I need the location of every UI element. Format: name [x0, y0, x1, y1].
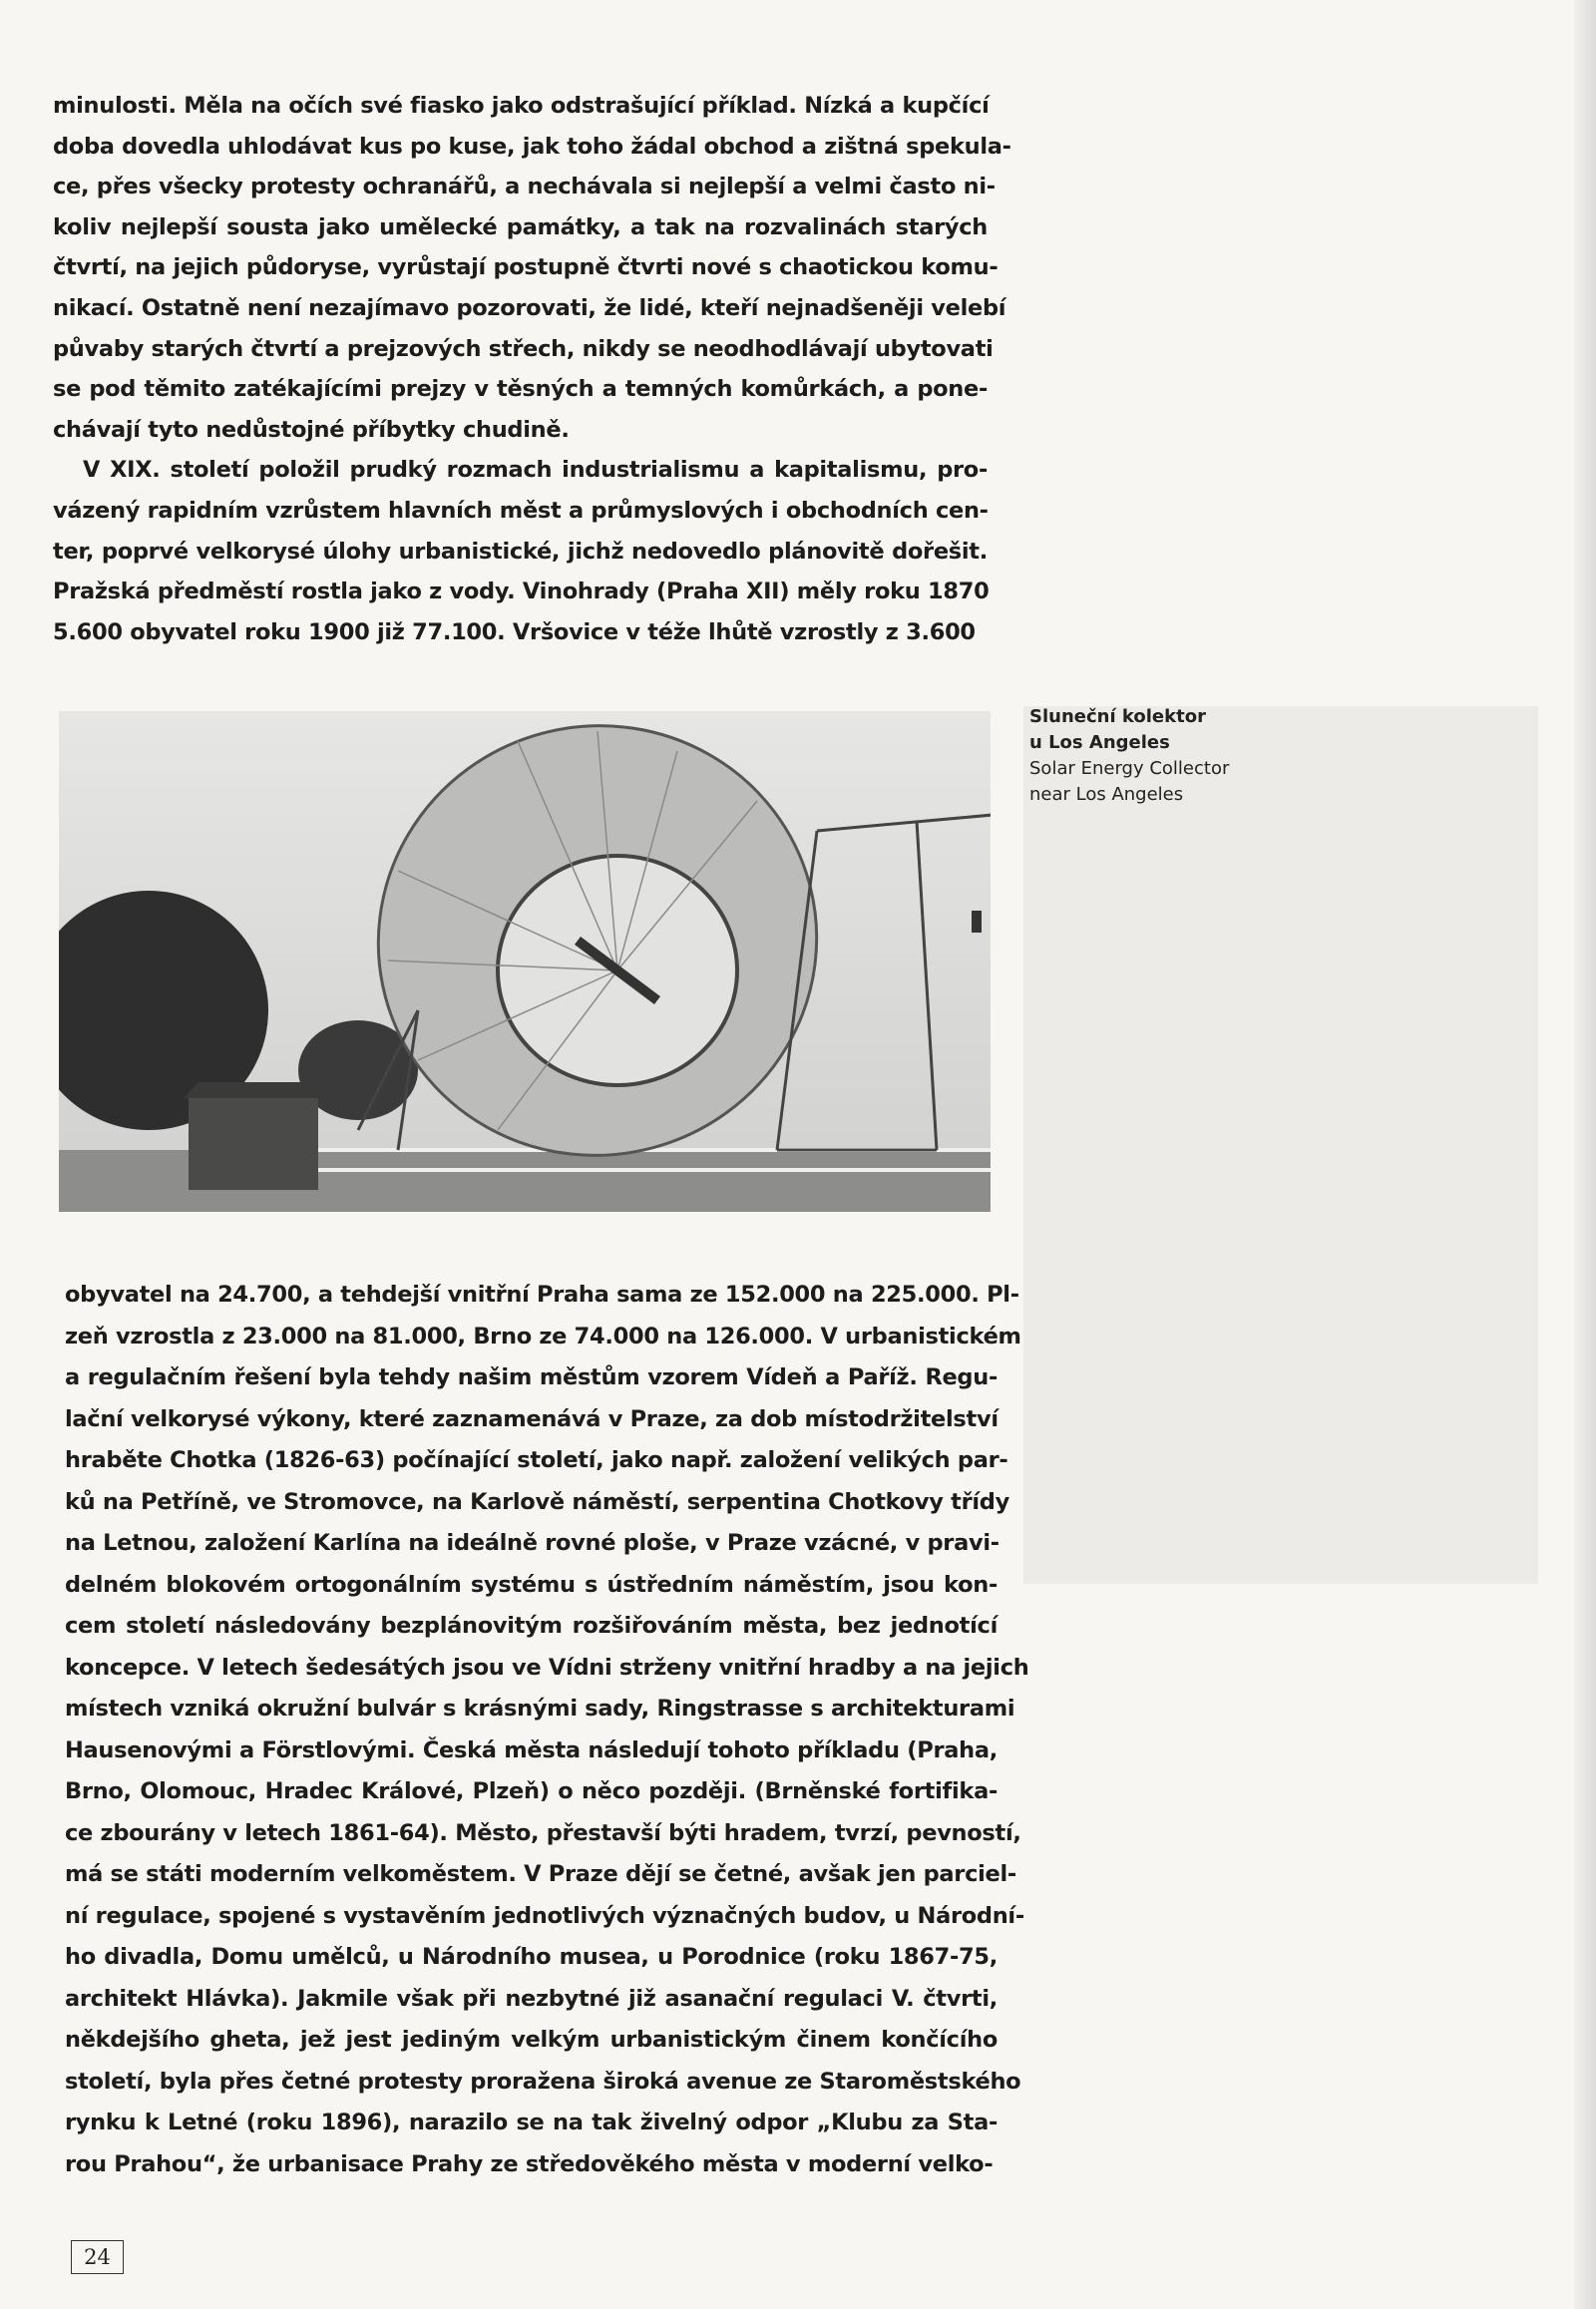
caption-title-en: Solar Energy Collector — [1029, 758, 1230, 779]
text-line: století, byla přes četné protesty proražena široká avenue ze Staroměstského — [65, 2068, 1021, 2095]
solar-collector-photo — [59, 711, 991, 1212]
text-line: delném blokovém ortogonálním systému s ústředním náměstím, jsou kon- — [65, 1571, 998, 1598]
text-line: chávají tyto nedůstojné příbytky chudině. — [53, 416, 570, 443]
caption-title-en-2: near Los Angeles — [1029, 784, 1184, 805]
text-line: 5.600 obyvatel roku 1900 již 77.100. Vršovice v téže lhůtě vzrostly z 3.600 — [53, 618, 976, 645]
text-line: ce zbourány v letech 1861-64). Město, přestavší býti hradem, tvrzí, pevností, — [65, 1819, 1021, 1846]
text-line: minulosti. Měla na očích své fiasko jako odstrašující příklad. Nízká a kupčící — [53, 93, 990, 119]
photo-caption — [1029, 704, 1229, 808]
text-line: někdejšího gheta, jež jest jediným velkým urbanistickým činem končícího — [65, 2027, 998, 2053]
text-line: a regulačním řešení byla tehdy našim městům vzorem Vídeň a Paříž. Regu- — [65, 1364, 998, 1390]
text-line: Hausenovými a Förstlovými. Česká města následují tohoto příkladu (Praha, — [65, 1736, 998, 1763]
caption-title-cz-2: u Los Angeles — [1029, 732, 1170, 753]
text-line: zeň vzrostla z 23.000 na 81.000, Brno ze 74.000 na 126.000. V urbanistickém — [65, 1323, 1021, 1349]
caption-title-cz: Sluneční kolektor — [1029, 706, 1206, 727]
text-line: na Letnou, založení Karlína na ideálně rovné ploše, v Praze vzácné, v pravi- — [65, 1530, 999, 1556]
text-line: rou Prahou“, že urbanisace Prahy ze středověkého města v moderní velko- — [65, 2150, 994, 2177]
text-line: ků na Petříně, ve Stromovce, na Karlově náměstí, serpentina Chotkovy třídy — [65, 1488, 1009, 1515]
text-line: V XIX. století položil prudký rozmach industrialismu a kapitalismu, pro- — [83, 457, 988, 484]
text-line: místech vzniká okružní bulvár s krásnými sady, Ringstrasse s architekturami — [65, 1696, 1015, 1722]
text-line: ter, poprvé velkorysé úlohy urbanistické, jichž nedovedlo plánovitě dořešit. — [53, 538, 988, 565]
text-line: lační velkorysé výkony, které zaznamenává v Praze, za dob místodržitelství — [65, 1405, 998, 1432]
page-edge — [1574, 0, 1596, 2309]
text-line: čtvrtí, na jejich půdoryse, vyrůstají postupně čtvrti nové s chaotickou komu- — [53, 254, 998, 281]
text-line: koliv nejlepší sousta jako umělecké památky, a tak na rozvalinách starých — [53, 213, 988, 240]
text-line: obyvatel na 24.700, a tehdejší vnitřní Praha sama ze 152.000 na 225.000. Pl- — [65, 1282, 1019, 1308]
caption-panel — [1023, 706, 1538, 1584]
text-line: má se státi moderním velkoměstem. V Praze dějí se četné, avšak jen parciel- — [65, 1861, 1016, 1887]
text-line: nikací. Ostatně není nezajímavo pozorovati, že lidé, kteří nejnadšeněji velebí — [53, 294, 1006, 321]
text-line: Brno, Olomouc, Hradec Králové, Plzeň) o něco později. (Brněnské fortifika- — [65, 1778, 998, 1804]
text-line: doba dovedla uhlodávat kus po kuse, jak toho žádal obchod a zištná spekula- — [53, 133, 1011, 160]
page-number: 24 — [71, 2240, 124, 2274]
text-line: ho divadla, Domu umělců, u Národního musea, u Porodnice (roku 1867-75, — [65, 1944, 998, 1970]
text-line: koncepce. V letech šedesátých jsou ve Vídni strženy vnitřní hradby a na jejich — [65, 1654, 1029, 1681]
text-line: vázený rapidním vzrůstem hlavních měst a průmyslových i obchodních cen- — [53, 497, 989, 524]
shed — [189, 1095, 318, 1190]
text-block-top — [53, 86, 1011, 652]
text-line: Pražská předměstí rostla jako z vody. Vinohrady (Praha XII) měly roku 1870 — [53, 578, 990, 605]
text-line: cem století následovány bezplánovitým rozšiřováním města, bez jednotící — [65, 1613, 998, 1639]
text-line: hraběte Chotka (1826-63) počínající století, jako např. založení velikých par- — [65, 1447, 1008, 1473]
text-line: ce, přes všecky protesty ochranářů, a nechávala si nejlepší a velmi často ni- — [53, 174, 996, 200]
text-line: ní regulace, spojené s vystavěním jednotlivých význačných budov, u Národní- — [65, 1902, 1024, 1929]
text-line: půvaby starých čtvrtí a prejzových střech, nikdy se neodhodlávají ubytovati — [53, 335, 994, 362]
text-line: se pod těmito zatékajícími prejzy v těsných a temných komůrkách, a pone- — [53, 376, 988, 403]
text-block-bottom — [65, 1275, 1029, 2185]
text-line: rynku k Letné (roku 1896), narazilo se na tak živelný odpor „Klubu za Sta- — [65, 2110, 998, 2135]
text-line: architekt Hlávka). Jakmile však při nezbytné již asanační regulaci V. čtvrti, — [65, 1985, 998, 2012]
